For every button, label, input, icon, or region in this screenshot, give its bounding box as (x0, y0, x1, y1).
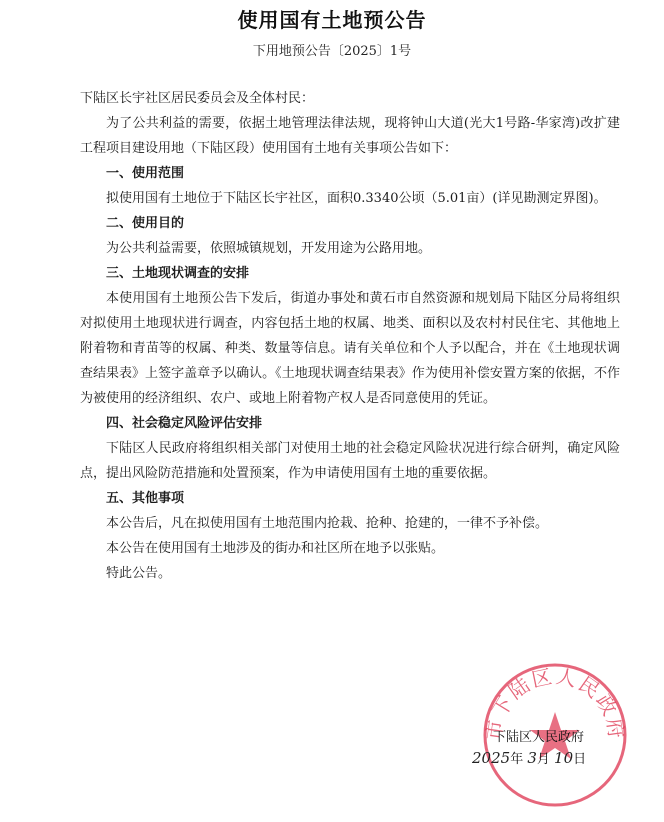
svg-text:市下陆区人民政府: 市下陆区人民政府 (481, 663, 629, 742)
section-text-other-2: 本公告在使用国有土地涉及的街办和社区所在地予以张贴。 (106, 541, 445, 556)
section-text-purpose: 为公共利益需要，依照城镇规划，开发用途为公路用地。 (106, 241, 432, 256)
section-heading-survey: 三、土地现状调查的安排 (106, 266, 250, 281)
date-day-suffix: 日 (573, 752, 587, 767)
closing-text: 特此公告。 (106, 566, 172, 581)
date-year: 2025 (472, 749, 511, 767)
intro-paragraph: 为了公共利益的需要，依据土地管理法律法规，现将钟山大道(光大1号路-华家湾)改扩建工程项目建设用地（下陆区段）使用国有土地有关事项公告如下： (80, 116, 620, 156)
document-title: 使用国有土地预公告 (237, 8, 427, 32)
section-text-scope: 拟使用国有土地位于下陆区长宇社区，面积0.3340公顷（5.01亩）(详见勘测定界图)。 (106, 191, 607, 206)
issue-date (472, 748, 586, 774)
document-body (80, 86, 620, 586)
section-heading-purpose: 二、使用目的 (106, 216, 185, 231)
document-number: 下用地预公告〔2025〕1号 (252, 44, 412, 59)
section-heading-risk: 四、社会稳定风险评估安排 (106, 416, 263, 431)
date-day: 10 (554, 749, 574, 767)
section-text-survey: 本使用国有土地预公告下发后，街道办事处和黄石市自然资源和规划局下陆区分局将组织对拟使用土地现状进行调查，内容包括土地的权属、地类、面积以及农村村民住宅、其他地上附着物和青苗等的权属、种类、数量等信息。请有关单位和个人予以配合，并在《土地现状调查结果表》上签字盖章予以确认。《土地现状调查结果表》作为使用补偿安置方案的依据，不作为被使用的经济组织、农户、或地上附着物产权人是否同意使用的凭证。 (80, 291, 620, 406)
date-year-suffix: 年 (510, 752, 524, 767)
section-text-other-1: 本公告后，凡在拟使用国有土地范围内抢栽、抢种、抢建的，一律不予补偿。 (106, 516, 549, 531)
section-text-risk: 下陆区人民政府将组织相关部门对使用土地的社会稳定风险状况进行综合研判，确定风险点，提出风险防范措施和处置预案，作为申请使用国有土地的重要依据。 (80, 441, 620, 481)
section-heading-other: 五、其他事项 (106, 491, 185, 506)
issuing-organization: 下陆区人民政府 (493, 730, 585, 745)
date-month: 3 (527, 749, 537, 767)
section-heading-scope: 一、使用范围 (106, 166, 185, 181)
date-month-suffix: 月 (536, 752, 550, 767)
salutation: 下陆区长宇社区居民委员会及全体村民： (80, 91, 315, 106)
